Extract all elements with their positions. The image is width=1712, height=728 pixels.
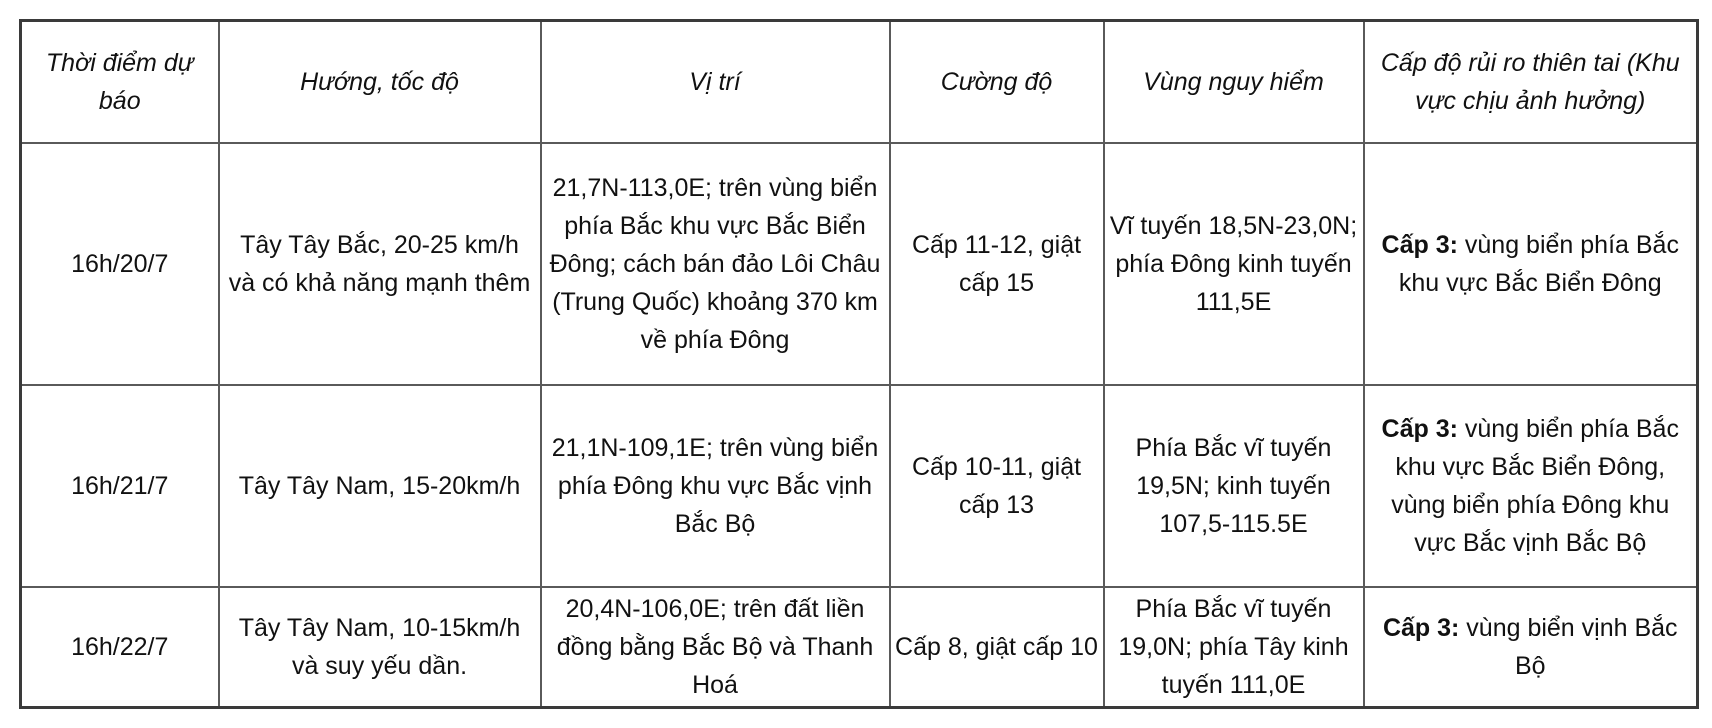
table-row xyxy=(21,143,1698,385)
header-risk-level: Cấp độ rủi ro thiên tai (Khu vực chịu ảnh hưởng) xyxy=(1364,21,1698,144)
cell-time: 16h/21/7 xyxy=(21,385,219,587)
risk-area-text: vùng biển phía Bắc khu vực Bắc Biển Đông, vùng biển phía Đông khu vực Bắc vịnh Bắc Bộ xyxy=(1391,415,1679,557)
header-forecast-time: Thời điểm dự báo xyxy=(21,21,219,144)
header-position: Vị trí xyxy=(541,21,890,144)
cell-direction-speed: Tây Tây Nam, 15-20km/h xyxy=(219,385,541,587)
cell-risk xyxy=(1364,385,1698,587)
risk-area-text: vùng biển vịnh Bắc Bộ xyxy=(1459,614,1678,680)
cell-intensity: Cấp 11-12, giật cấp 15 xyxy=(890,143,1104,385)
risk-level-label: Cấp 3: xyxy=(1381,231,1458,259)
header-danger-zone: Vùng nguy hiểm xyxy=(1104,21,1364,144)
forecast-table xyxy=(19,19,1699,709)
cell-position: 20,4N-106,0E; trên đất liền đồng bằng Bắc Bộ và Thanh Hoá xyxy=(541,587,890,708)
header-intensity: Cường độ xyxy=(890,21,1104,144)
cell-position: 21,7N-113,0E; trên vùng biển phía Bắc khu vực Bắc Biển Đông; cách bán đảo Lôi Châu (Trung Quốc) khoảng 370 km về phía Đông xyxy=(541,143,890,385)
table-row xyxy=(21,385,1698,587)
cell-intensity: Cấp 10-11, giật cấp 13 xyxy=(890,385,1104,587)
cell-time: 16h/20/7 xyxy=(21,143,219,385)
cell-direction-speed: Tây Tây Nam, 10-15km/h và suy yếu dần. xyxy=(219,587,541,708)
cell-danger-zone: Phía Bắc vĩ tuyến 19,5N; kinh tuyến 107,5-115.5E xyxy=(1104,385,1364,587)
risk-level-label: Cấp 3: xyxy=(1381,415,1458,443)
cell-direction-speed: Tây Tây Bắc, 20-25 km/h và có khả năng mạnh thêm xyxy=(219,143,541,385)
cell-risk xyxy=(1364,143,1698,385)
cell-danger-zone: Phía Bắc vĩ tuyến 19,0N; phía Tây kinh tuyến 111,0E xyxy=(1104,587,1364,708)
header-direction-speed: Hướng, tốc độ xyxy=(219,21,541,144)
cell-position: 21,1N-109,1E; trên vùng biển phía Đông khu vực Bắc vịnh Bắc Bộ xyxy=(541,385,890,587)
cell-risk xyxy=(1364,587,1698,708)
risk-level-label: Cấp 3: xyxy=(1382,614,1460,642)
cell-danger-zone: Vĩ tuyến 18,5N-23,0N; phía Đông kinh tuyến 111,5E xyxy=(1104,143,1364,385)
table-row xyxy=(21,587,1698,708)
header-row xyxy=(21,21,1698,144)
cell-time: 16h/22/7 xyxy=(21,587,219,708)
risk-area-text: vùng biển phía Bắc khu vực Bắc Biển Đông xyxy=(1398,231,1679,297)
cell-intensity: Cấp 8, giật cấp 10 xyxy=(890,587,1104,708)
